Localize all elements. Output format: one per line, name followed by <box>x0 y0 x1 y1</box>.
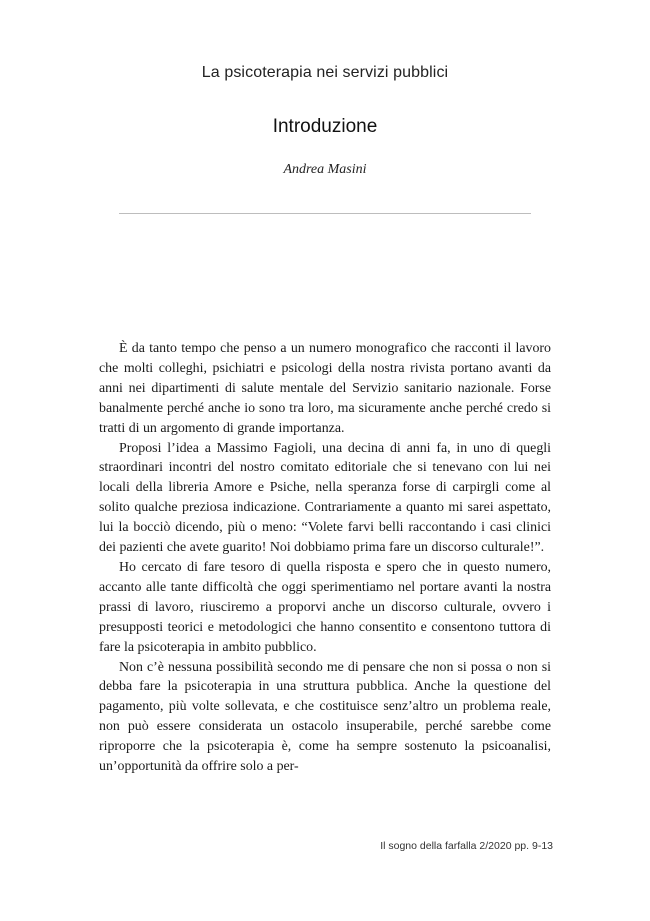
footer-citation: Il sogno della farfalla 2/2020 pp. 9-13 <box>380 840 553 852</box>
header-divider <box>119 213 531 214</box>
paragraph: È da tanto tempo che penso a un numero monografico che racconti il lavoro che molti colleghi, psichiatri e psicologi della nostra rivista portano avanti da anni nei dipartimenti di salute mentale del Servizio sanitario nazionale. Forse banalmente perché anche io sono tra loro, ma sicuramente anche perché credo si tratti di un argomento di grande importanza. <box>99 341 551 436</box>
paragraph: Proposi l’idea a Massimo Fagioli, una decina di anni fa, in uno di quegli straordinari incontri del nostro comitato editoriale che si tenevano con lui nei locali della libreria Amore e Psiche, nella speranza forse di carpirgli come al solito qualche preziosa indicazione. Contrariamente a quanto mi sarei aspettato, lui la bocciò dicendo, più o meno: “Volete farvi belli raccontando i casi clinici dei pazienti che avete guarito! Noi dobbiamo prima fare un discorso culturale!”. <box>99 440 551 556</box>
paragraph: Non c’è nessuna possibilità secondo me di pensare che non si possa o non si debba fare la psicoterapia in una struttura pubblica. Anche la questione del pagamento, più volte sollevata, e che costituisce senz’altro un problema reale, non può essere considerata un ostacolo insuperabile, perché sarebbe come riproporre che la psicoterapia è, come ha sempre sostenuto la psicoanalisi, un’opportunità da offrire solo a per- <box>99 659 551 775</box>
author-name: Andrea Masini <box>283 162 367 177</box>
paragraph: Ho cercato di fare tesoro di quella risposta e spero che in questo numero, accanto alle tante difficoltà che oggi sperimentiamo nel portare avanti la nostra prassi di lavoro, riusciremo a proporvi anche un discorso culturale, ovvero i presupposti teorici e metodologici che hanno consentito e consentono tuttora di fare la psicoterapia in ambito pubblico. <box>99 559 551 655</box>
article-title: Introduzione <box>272 116 378 137</box>
section-title: La psicoterapia nei servizi pubblici <box>201 64 449 81</box>
article-body <box>99 339 551 777</box>
